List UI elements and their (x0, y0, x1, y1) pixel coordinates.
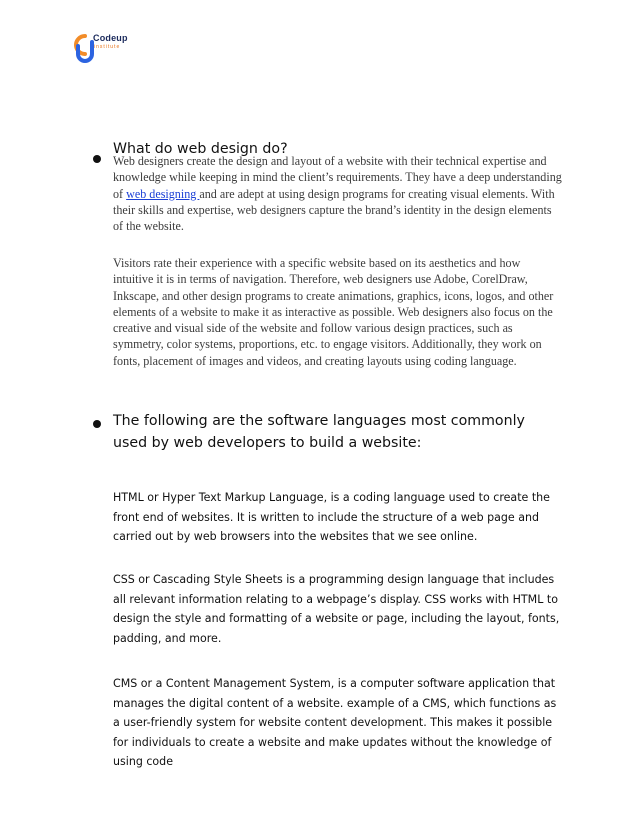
codeup-logo-icon (72, 32, 94, 66)
bullet-icon (93, 420, 101, 428)
logo-name: Codeup (93, 33, 128, 43)
section-heading-web-design: What do web design do? (113, 141, 288, 157)
cms-paragraph: CMS or a Content Management System, is a computer software application that manages the digital content of a website. example of a CMS, which functions as a user-friendly system for website content development. This makes it possible for individuals to create a website and make updates without the knowledge of using code (113, 677, 557, 768)
bullet-icon (93, 155, 101, 163)
web-designing-link[interactable]: web designing (126, 186, 200, 201)
paragraph-text: Web designers create the design and layout of a website with their technical expertise and knowledge while keeping in mind the client’s requirements. They have a deep understanding of (113, 154, 562, 201)
logo-subtitle: institute (94, 44, 121, 50)
web-design-paragraph-1 (113, 153, 563, 234)
section-heading-software-languages: The following are the software languages most commonly used by web developers to build a website: (113, 413, 525, 451)
paragraph-text: and are adept at using design programs for creating visual elements. With their skills and expertise, web designers capture the brand’s identity in the design elements of the website. (113, 186, 555, 234)
codeup-logo[interactable] (72, 32, 162, 66)
web-design-paragraph-2: Visitors rate their experience with a specific website based on its aesthetics and how intuitive it is in terms of navigation. Therefore, web designers use Adobe, CorelDraw, Inkscape, and other design programs to create animations, graphics, icons, logos, and other elements of a website to make it as interactive as possible. Web designers also focus on the creative and visual side of the website and follow various design practices, such as symmetry, color systems, proportions, etc. to engage visitors. Additionally, they work on fonts, placement of images and videos, and creating layouts using coding language. (113, 256, 554, 368)
html-paragraph: HTML or Hyper Text Markup Language, is a coding language used to create the front end of websites. It is written to include the structure of a web page and carried out by web browsers into the websites that we see online. (113, 491, 550, 543)
css-paragraph: CSS or Cascading Style Sheets is a programming design language that includes all relevant information relating to a webpage’s display. CSS works with HTML to design the style and formatting of a website or page, including the layout, fonts, padding, and more. (113, 573, 560, 645)
